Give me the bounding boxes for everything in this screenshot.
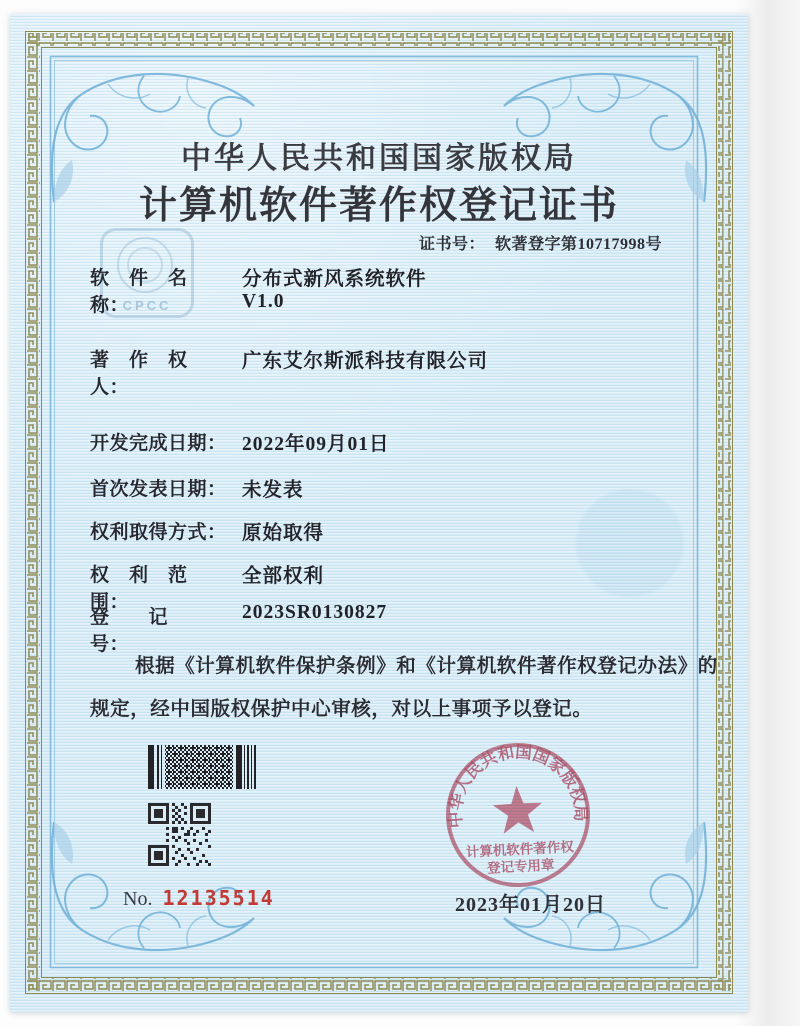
qr-code bbox=[148, 803, 211, 866]
field-value: 2022年09月01日 bbox=[242, 434, 390, 455]
field-label: 权利取得方式： bbox=[90, 522, 227, 543]
field-label: 著 作 权 人： bbox=[90, 350, 208, 398]
seal-cpcc-text: CPCC bbox=[122, 298, 172, 313]
field-value: 原始取得 bbox=[242, 523, 325, 544]
star-icon bbox=[492, 785, 544, 835]
field-first-publication bbox=[90, 474, 304, 502]
stamp-line-2: 登记专用章 bbox=[486, 857, 555, 876]
official-stamp bbox=[439, 736, 597, 894]
statement-line-2: 规定，经中国版权保护中心审核，对以上事项予以登记。 bbox=[90, 699, 593, 720]
issue-date: 2023年01月20日 bbox=[455, 894, 606, 916]
serial-number: 12135514 bbox=[162, 886, 275, 910]
field-label: 登 记 号： bbox=[90, 607, 208, 655]
stamp-line-1: 计算机软件著作权 bbox=[465, 839, 575, 860]
certificate-title: 计算机软件著作权登记证书 bbox=[138, 185, 619, 227]
stamp-ring-text: 中华人民共和国国家版权局 bbox=[445, 742, 591, 829]
serial-prefix: No. bbox=[123, 888, 153, 910]
field-label: 开发完成日期： bbox=[90, 433, 227, 454]
field-value: 广东艾尔斯派科技有限公司 bbox=[242, 351, 489, 372]
field-completion-date bbox=[90, 428, 390, 456]
field-value: 未发表 bbox=[242, 480, 304, 501]
field-value: 全部权利 bbox=[242, 566, 325, 587]
field-registration-number bbox=[90, 602, 387, 656]
software-version: V1.0 bbox=[242, 291, 285, 312]
certificate-number-line bbox=[419, 231, 662, 254]
certificate-page bbox=[10, 14, 748, 1012]
statement-line-1: 根据《计算机软件保护条例》和《计算机软件著作权登记办法》的 bbox=[135, 656, 718, 677]
field-value: 2023SR0130827 bbox=[242, 602, 388, 623]
issuing-authority: 中华人民共和国国家版权局 bbox=[181, 142, 577, 175]
certificate-number-label: 证书号： bbox=[418, 236, 485, 253]
field-label: 权 利 范 围： bbox=[90, 565, 208, 613]
field-label: 软 件 名 称： bbox=[90, 268, 208, 316]
field-label: 首次发表日期： bbox=[90, 479, 227, 500]
field-value: 分布式新风系统软件 bbox=[242, 269, 427, 290]
barcode bbox=[148, 745, 256, 789]
certificate-number-value: 软著登字第10717998号 bbox=[494, 236, 662, 253]
field-acquisition-method bbox=[90, 517, 324, 545]
field-copyright-owner bbox=[90, 345, 488, 399]
serial-number-line bbox=[123, 886, 275, 911]
